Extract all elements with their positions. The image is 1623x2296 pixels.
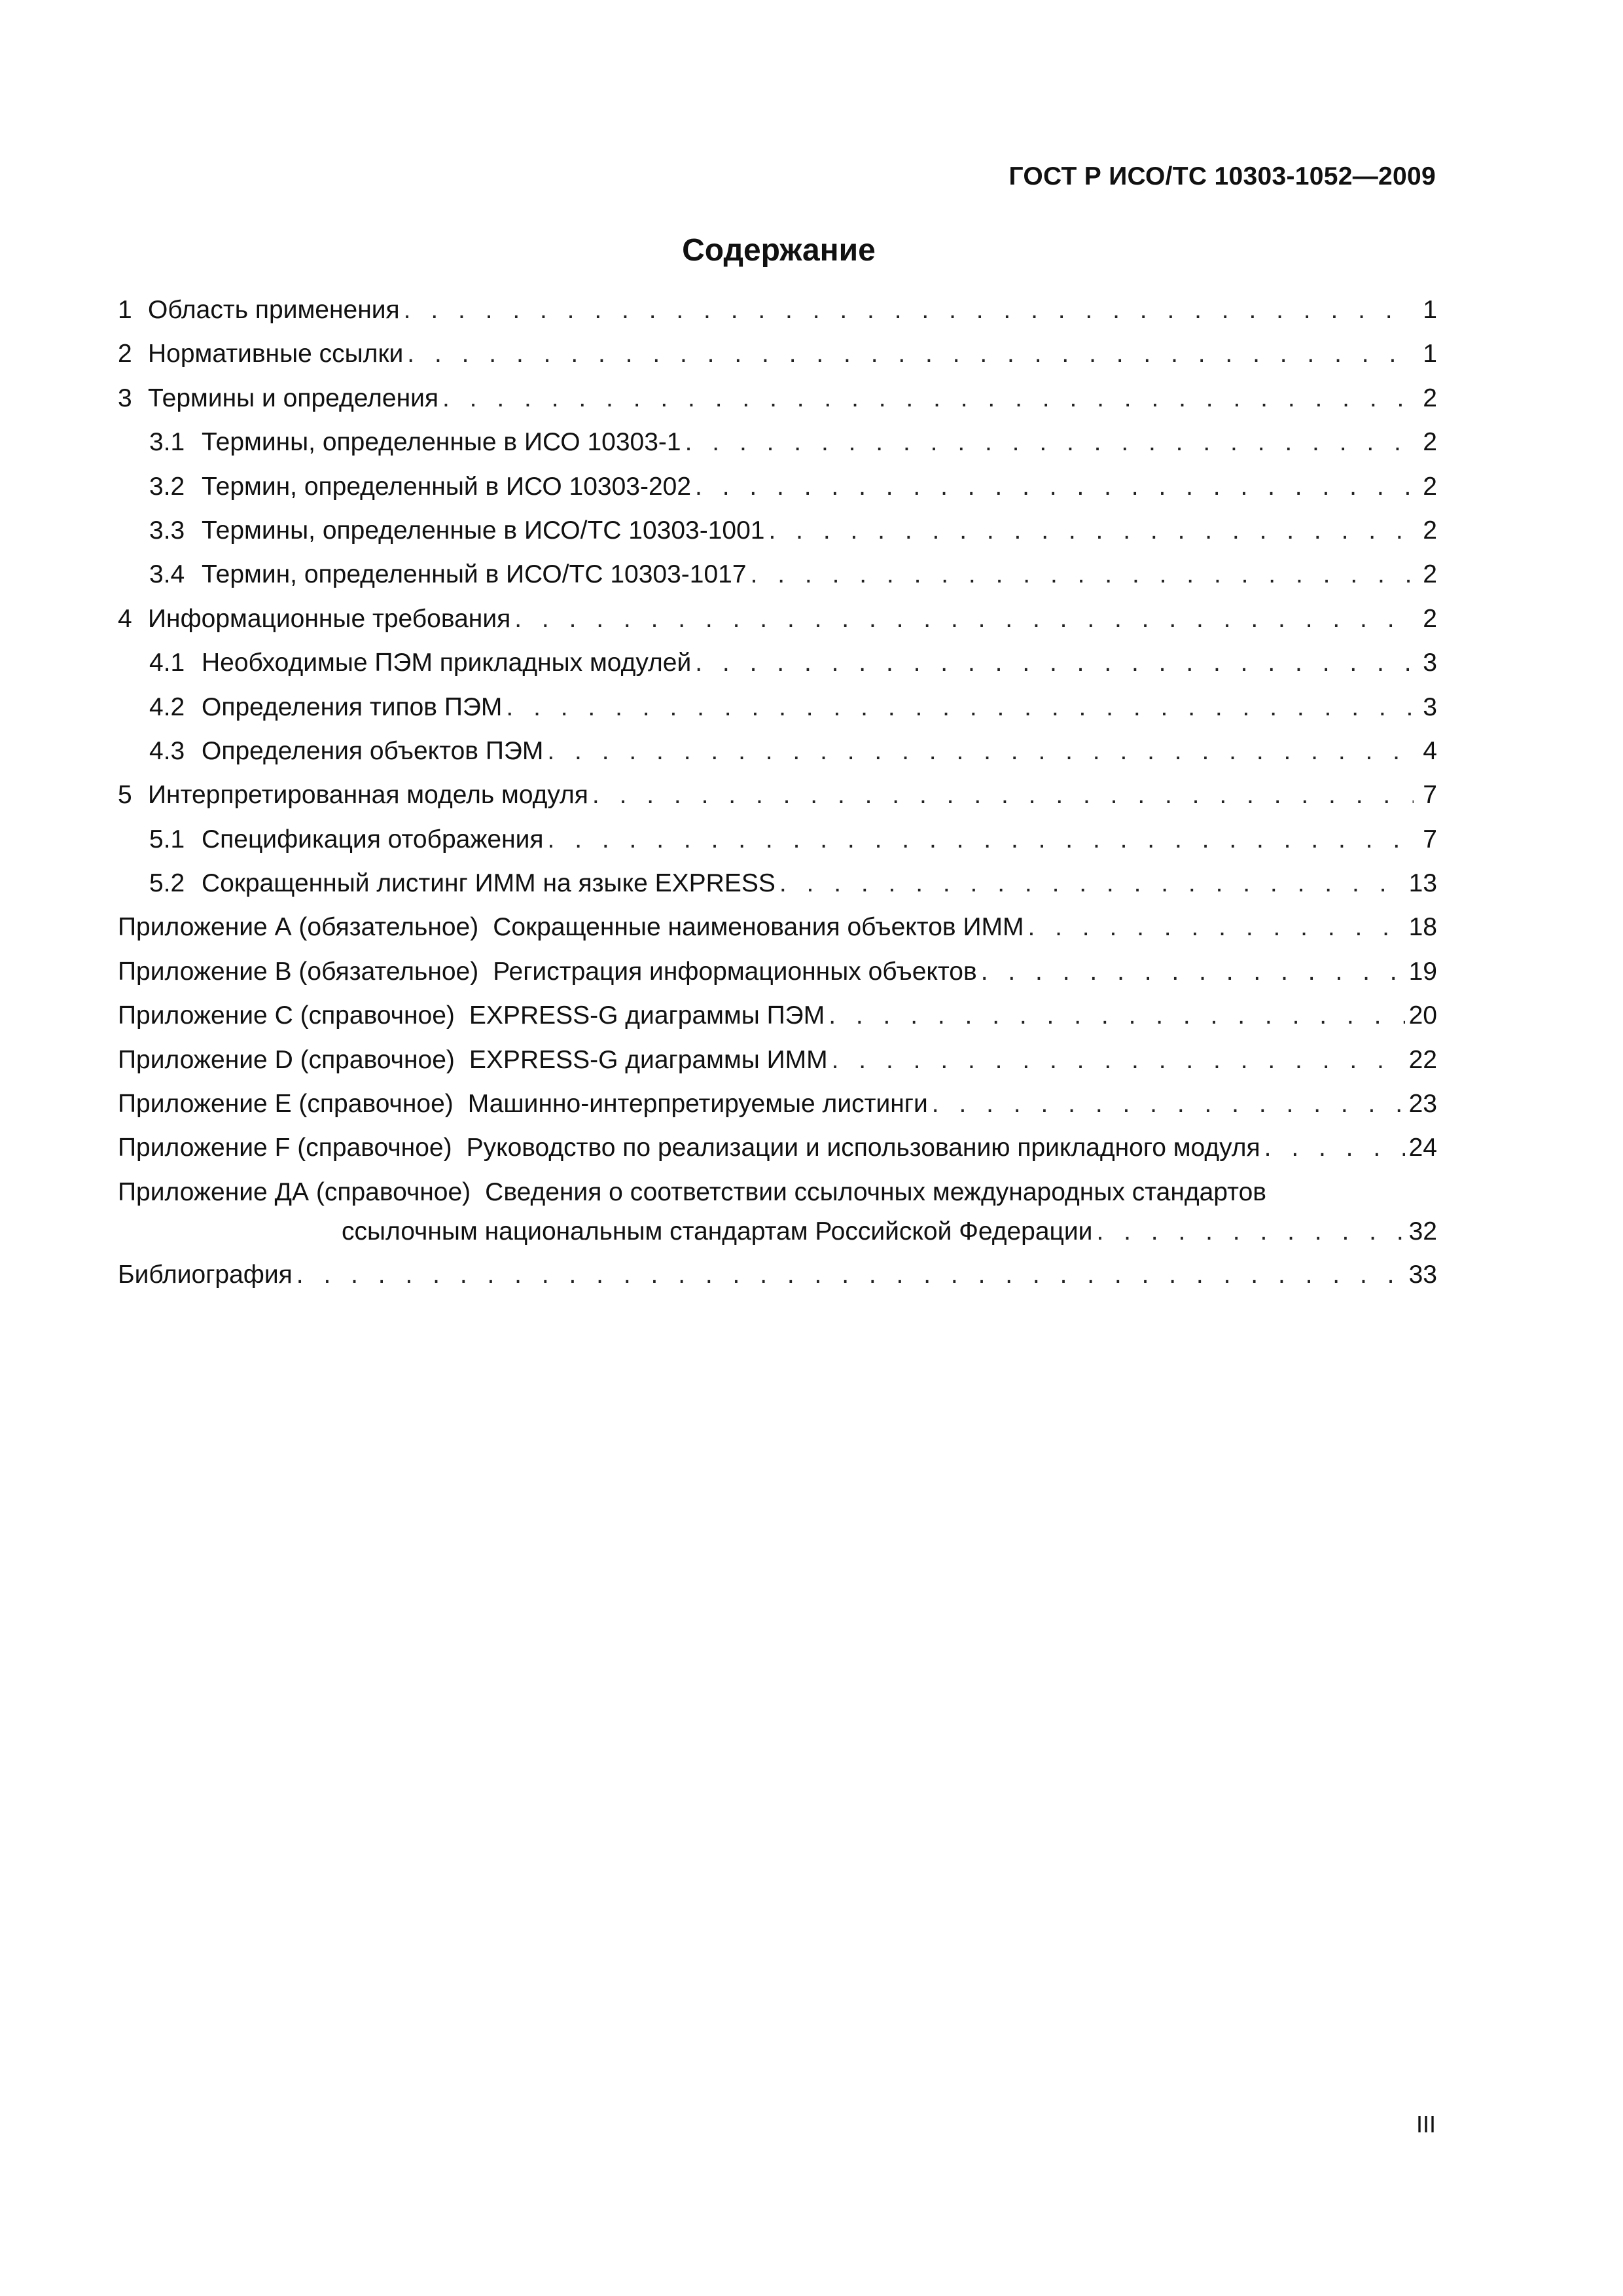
appendix-page: 23 (1408, 1090, 1437, 1119)
appendix-title-line2: ссылочным национальным стандартам Российской Федерации (342, 1217, 1093, 1246)
dot-leader (1264, 1134, 1405, 1162)
appendix-title: Сокращенные наименования объектов ИММ (493, 913, 1024, 942)
dot-leader (407, 340, 1414, 368)
toc-entry-label: Сокращенный листинг ИММ на языке EXPRESS (202, 869, 776, 898)
appendix-page: 32 (1408, 1217, 1437, 1246)
toc-entry-page: 2 (1423, 516, 1437, 545)
appendix-page: 22 (1408, 1045, 1437, 1074)
toc-entry-page: 1 (1423, 296, 1437, 324)
toc-entry-label: Нормативные ссылки (148, 340, 404, 368)
toc-entry-label: Необходимые ПЭМ прикладных модулей (202, 649, 692, 677)
toc-entry-label: Термины, определенные в ИСО/ТС 10303-1001 (202, 516, 765, 545)
toc-subentry[interactable] (118, 428, 1437, 472)
toc-appendix-da[interactable] (118, 1178, 1437, 1261)
appendix-name: Приложение Е (справочное) (118, 1090, 454, 1119)
toc-appendix[interactable] (118, 1046, 1437, 1090)
appendix-title: EXPRESS-G диаграммы ИММ (469, 1045, 828, 1074)
toc-entry-label: Термины, определенные в ИСО 10303-1 (202, 428, 681, 457)
toc-entry-number: 5 (118, 781, 132, 810)
dot-leader (695, 473, 1414, 501)
appendix-title-line1: Сведения о соответствии ссылочных международных стандартов (485, 1177, 1266, 1206)
dot-leader (506, 693, 1414, 722)
toc-entry-label: Определения типов ПЭМ (202, 692, 503, 721)
dot-leader (548, 825, 1414, 854)
dot-leader (442, 384, 1414, 413)
appendix-title: Регистрация информационных объектов (493, 957, 977, 986)
dot-leader (751, 560, 1414, 589)
toc-entry-label: Термины и определения (148, 384, 439, 412)
toc-entry-number: 1 (118, 296, 132, 324)
appendix-name: Приложение В (обязательное) (118, 957, 479, 986)
toc-entry-page: 2 (1423, 384, 1437, 412)
appendix-page: 20 (1408, 1001, 1437, 1030)
toc-entry[interactable] (118, 605, 1437, 649)
appendix-name: Приложение F (справочное) (118, 1134, 452, 1162)
dot-leader (592, 781, 1414, 810)
toc-entry-label: Спецификация отображения (202, 825, 544, 853)
document-code: ГОСТ Р ИСО/ТС 10303-1052—2009 (1008, 162, 1436, 190)
dot-leader (1027, 913, 1404, 942)
toc-entry-label: Определения объектов ПЭМ (202, 736, 544, 765)
toc-title: Содержание (682, 233, 876, 268)
toc-entry-number: 4.2 (149, 692, 185, 721)
toc-entry[interactable] (118, 296, 1437, 340)
toc-entry-label: Область применения (148, 296, 400, 324)
toc-entry-number: 5.1 (149, 825, 185, 853)
dot-leader (296, 1261, 1405, 1289)
toc-entry-label: Термин, определенный в ИСО 10303-202 (202, 472, 692, 501)
appendix-page: 19 (1408, 957, 1437, 986)
bibliography-label: Библиография (118, 1260, 293, 1289)
toc-subentry[interactable] (118, 869, 1437, 913)
appendix-title: EXPRESS-G диаграммы ПЭМ (469, 1001, 825, 1030)
appendix-name: Приложение С (справочное) (118, 1001, 455, 1030)
toc-entry-label: Информационные требования (148, 604, 511, 633)
toc-entry-page: 4 (1423, 736, 1437, 765)
toc-appendix[interactable] (118, 1001, 1437, 1045)
toc-entry-number: 5.2 (149, 869, 185, 898)
dot-leader (932, 1090, 1405, 1119)
toc-entry-number: 3.4 (149, 560, 185, 589)
toc-entry-number: 4.3 (149, 736, 185, 765)
toc-subentry[interactable] (118, 737, 1437, 781)
toc-entry-number: 4.1 (149, 649, 185, 677)
toc-appendix[interactable] (118, 1090, 1437, 1134)
toc-appendix[interactable] (118, 1134, 1437, 1177)
dot-leader (685, 428, 1414, 457)
toc-entry-page: 7 (1423, 781, 1437, 810)
toc-entry-number: 3.1 (149, 428, 185, 457)
appendix-name: Приложение D (справочное) (118, 1045, 455, 1074)
dot-leader (832, 1046, 1405, 1075)
toc-subentry[interactable] (118, 649, 1437, 692)
toc-entry-page: 2 (1423, 560, 1437, 589)
dot-leader (547, 737, 1414, 766)
dot-leader (695, 649, 1414, 677)
appendix-name: Приложение ДА (справочное) (118, 1177, 471, 1206)
dot-leader (829, 1001, 1404, 1030)
appendix-title: Машинно-интерпретируемые листинги (467, 1090, 928, 1119)
toc-subentry[interactable] (118, 693, 1437, 737)
toc-entry[interactable] (118, 340, 1437, 384)
dot-leader (779, 869, 1405, 898)
bibliography-page: 33 (1408, 1260, 1437, 1289)
toc-bibliography[interactable] (118, 1261, 1437, 1304)
toc-entry-number: 2 (118, 340, 132, 368)
appendix-page: 24 (1408, 1134, 1437, 1162)
toc-subentry[interactable] (118, 825, 1437, 869)
dot-leader (404, 296, 1414, 325)
toc-entry-number: 4 (118, 604, 132, 633)
dot-leader (514, 605, 1414, 634)
page-number: III (1416, 2111, 1436, 2138)
toc-entry-page: 3 (1423, 692, 1437, 721)
toc-entry-page: 1 (1423, 340, 1437, 368)
toc-entry-label: Интерпретированная модель модуля (148, 781, 588, 810)
appendix-title: Руководство по реализации и использованию прикладного модуля (466, 1134, 1260, 1162)
toc-entry-number: 3.2 (149, 472, 185, 501)
dot-leader (981, 958, 1405, 986)
toc-entry-page: 3 (1423, 649, 1437, 677)
dot-leader (1096, 1217, 1404, 1246)
toc-appendix[interactable] (118, 913, 1437, 957)
toc-entry-number: 3 (118, 384, 132, 412)
toc-entry-page: 13 (1408, 869, 1437, 898)
toc-subentry[interactable] (118, 473, 1437, 516)
table-of-contents (118, 296, 1437, 1304)
dot-leader (769, 516, 1414, 545)
appendix-page: 18 (1408, 913, 1437, 942)
toc-entry-label: Термин, определенный в ИСО/ТС 10303-1017 (202, 560, 747, 589)
toc-entry[interactable] (118, 781, 1437, 825)
toc-entry-page: 7 (1423, 825, 1437, 853)
toc-entry-page: 2 (1423, 428, 1437, 457)
toc-entry-page: 2 (1423, 472, 1437, 501)
toc-entry-number: 3.3 (149, 516, 185, 545)
toc-subentry[interactable] (118, 516, 1437, 560)
toc-entry[interactable] (118, 384, 1437, 428)
appendix-name: Приложение А (обязательное) (118, 913, 479, 942)
toc-subentry[interactable] (118, 560, 1437, 604)
toc-appendix[interactable] (118, 958, 1437, 1001)
toc-entry-page: 2 (1423, 604, 1437, 633)
